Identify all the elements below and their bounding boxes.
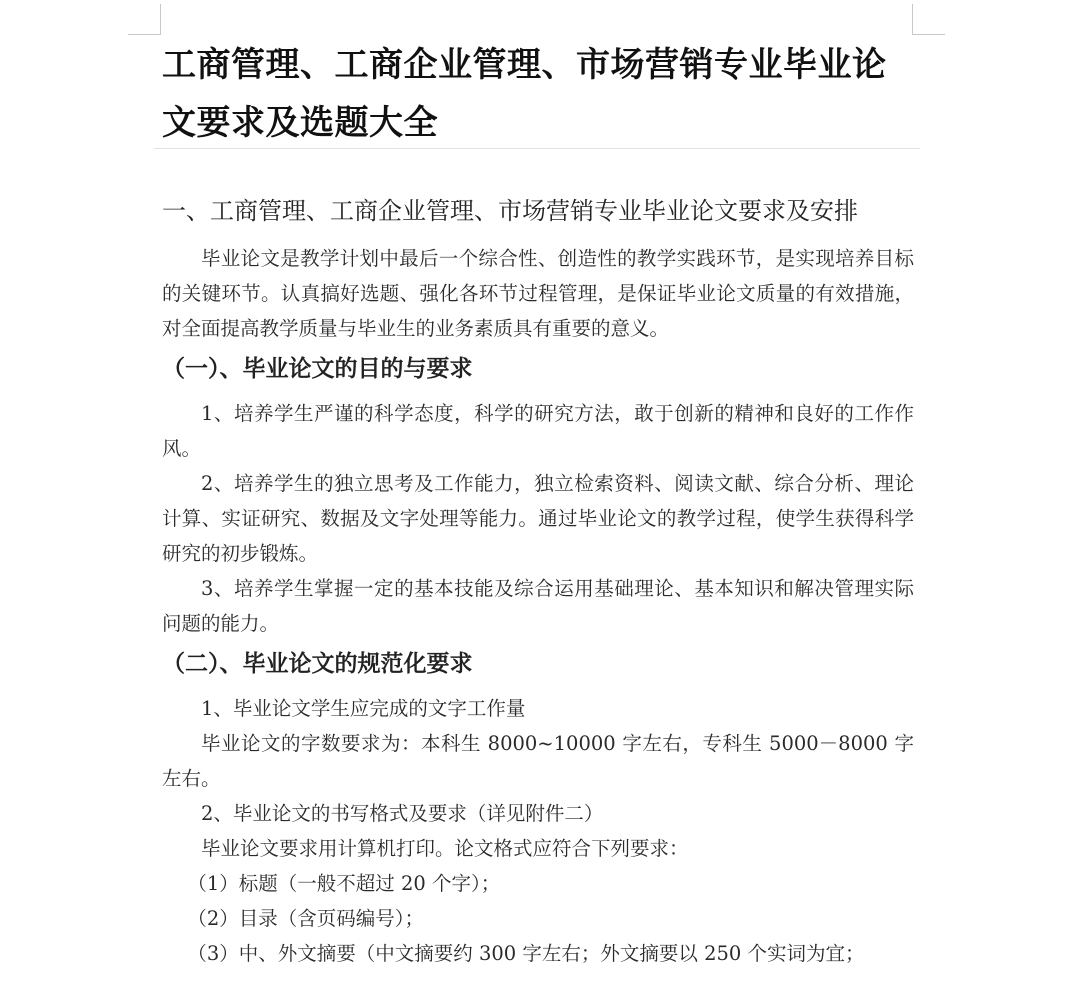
format-list-item-2: （2）目录（含页码编号）； — [187, 907, 425, 930]
intro-paragraph: 毕业论文是教学计划中最后一个综合性、创造性的教学实践环节，是实现培养目标的关键环节。认真搞好选题、强化各环节过程管理，是保证毕业论文质量的有效措施，对全面提高教学质量与毕业生的业务素质具有重要的意义。 — [162, 247, 914, 340]
subheading-standards: （二）、毕业论文的规范化要求 — [162, 650, 473, 677]
title-divider — [154, 148, 920, 149]
workload-heading: 1、毕业论文学生应完成的文字工作量 — [201, 697, 526, 720]
crop-mark-top-right-horizontal — [912, 34, 945, 35]
subheading-purpose: （一）、毕业论文的目的与要求 — [162, 355, 473, 382]
crop-mark-top-left-vertical — [160, 4, 161, 34]
document-body — [162, 241, 914, 971]
purpose-item-1: 1、培养学生严谨的科学态度，科学的研究方法，敢于创新的精神和良好的工作作风。 — [162, 402, 914, 460]
format-list-item-1: （1）标题（一般不超过 20 个字）； — [187, 872, 501, 895]
document-title: 工商管理、工商企业管理、市场营销专业毕业论文要求及选题大全 — [162, 45, 887, 143]
format-heading: 2、毕业论文的书写格式及要求（详见附件二） — [201, 802, 604, 825]
word-count-paragraph: 毕业论文的字数要求为：本科生 8000~10000 字左右，专科生 5000－8000 字左右。 — [162, 732, 914, 790]
crop-mark-top-left-horizontal — [128, 34, 161, 35]
format-intro: 毕业论文要求用计算机打印。论文格式应符合下列要求： — [201, 837, 689, 860]
crop-mark-top-right-vertical — [912, 4, 913, 34]
purpose-item-3: 3、培养学生掌握一定的基本技能及综合运用基础理论、基本知识和解决管理实际问题的能力。 — [162, 577, 914, 635]
purpose-item-2: 2、培养学生的独立思考及工作能力，独立检索资料、阅读文献、综合分析、理论计算、实证研究、数据及文字处理等能力。通过毕业论文的教学过程，使学生获得科学研究的初步锻炼。 — [162, 472, 914, 565]
format-list-item-3: （3）中、外文摘要（中文摘要约 300 字左右；外文摘要以 250 个实词为宜； — [187, 942, 865, 965]
section-heading-1: 一、工商管理、工商企业管理、市场营销专业毕业论文要求及安排 — [162, 197, 858, 225]
document-page — [162, 36, 922, 965]
